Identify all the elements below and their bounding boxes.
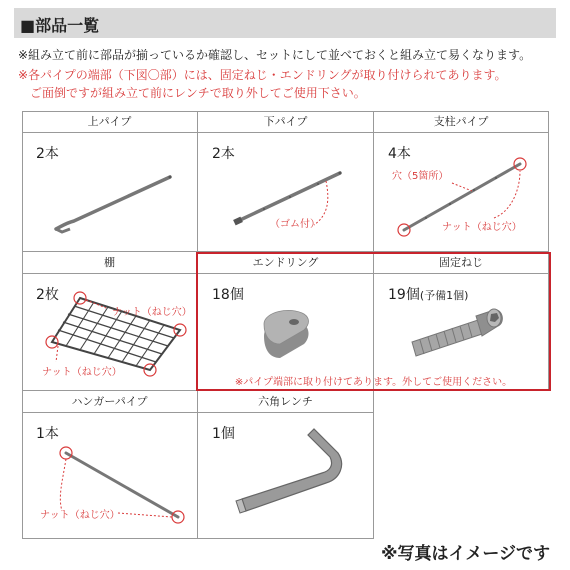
footer-disclaimer: ※写真はイメージです bbox=[380, 544, 550, 564]
note-line-1: ※組み立て前に部品が揃っているか確認し、セットにして並べておくと組み立て易くなります。 bbox=[18, 48, 532, 62]
part-name: 固定ねじ bbox=[374, 252, 548, 274]
part-qty: 2本 bbox=[36, 146, 59, 162]
top-pipe-illustration bbox=[22, 133, 198, 251]
part-name: 六角レンチ bbox=[198, 391, 373, 413]
pre-installed-parts-highlight bbox=[196, 252, 551, 391]
nut-callout-bottom: ナット（ねじ穴） bbox=[42, 367, 122, 378]
part-cell-shelf bbox=[22, 252, 198, 391]
part-qty: 1本 bbox=[36, 426, 59, 442]
section-header-bar bbox=[14, 8, 556, 38]
part-qty: 2本 bbox=[212, 146, 235, 162]
part-cell-bottom-pipe bbox=[198, 111, 374, 252]
part-name: エンドリング bbox=[198, 252, 373, 274]
nut-callout-top: ナット（ねじ穴） bbox=[112, 307, 192, 318]
note-line-2: ※各パイプの端部（下図〇部）には、固定ねじ・エンドリングが取り付けられてあります。 bbox=[18, 68, 507, 82]
bottom-pipe-illustration bbox=[198, 133, 374, 251]
part-name: 棚 bbox=[22, 252, 197, 274]
part-name: ハンガーパイプ bbox=[22, 391, 197, 413]
note-line-3: ご面倒ですが組み立て前にレンチで取り外してご使用下さい。 bbox=[30, 86, 366, 100]
part-cell-post-pipe bbox=[374, 111, 549, 252]
part-qty: 18個 bbox=[212, 287, 244, 303]
part-cell-hanger-pipe bbox=[22, 391, 198, 539]
part-name: 支柱パイプ bbox=[374, 111, 548, 133]
rubber-callout: （ゴム付） bbox=[270, 219, 320, 230]
highlight-note: ※パイプ端部に取り付けてあります。外してご使用ください。 bbox=[234, 377, 513, 388]
part-qty: 1個 bbox=[212, 426, 235, 442]
part-qty: 4本 bbox=[388, 146, 411, 162]
hex-wrench-illustration bbox=[198, 413, 374, 539]
hole-callout: 穴（5箇所） bbox=[392, 171, 449, 182]
screw-qty-note: (予備1個) bbox=[419, 289, 469, 302]
screw-qty-value: 19個 bbox=[388, 287, 420, 303]
part-cell-hex-wrench bbox=[198, 391, 374, 539]
section-title: ■部品一覧 bbox=[20, 16, 100, 35]
part-name: 下パイプ bbox=[198, 111, 373, 133]
part-cell-top-pipe bbox=[22, 111, 198, 252]
post-pipe-illustration bbox=[374, 133, 549, 251]
part-name: 上パイプ bbox=[22, 111, 197, 133]
nut-callout: ナット（ねじ穴） bbox=[40, 510, 120, 521]
nut-callout: ナット（ねじ穴） bbox=[442, 222, 522, 233]
part-qty: 2枚 bbox=[36, 287, 59, 303]
